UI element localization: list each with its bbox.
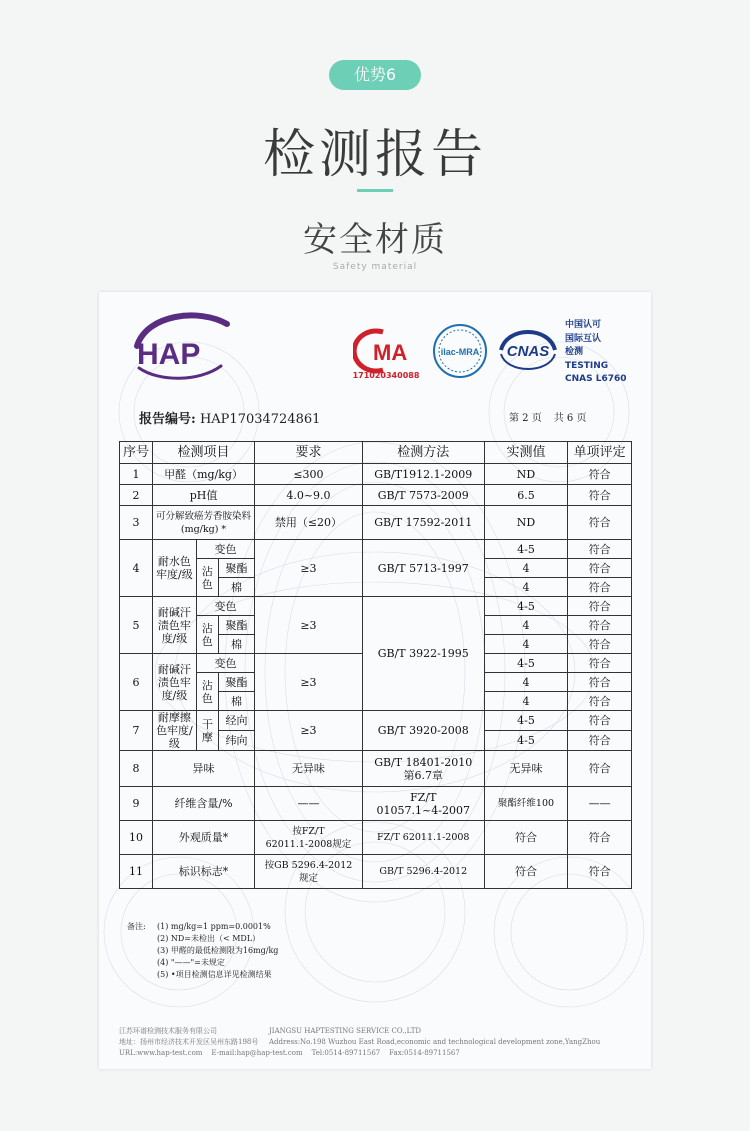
table-cell: 变色 (196, 597, 254, 616)
table-header-row (120, 442, 632, 464)
table-cell: 符合 (568, 540, 632, 559)
table-cell: 聚酯 (218, 559, 254, 578)
table-cell: 序号 (120, 442, 153, 464)
table-cell: 符合 (568, 673, 632, 692)
hap-logo (129, 306, 234, 386)
report-number: 报告编号: HAP17034724861 (139, 412, 321, 427)
table-cell: GB/T 7573-2009 (362, 485, 484, 506)
table-cell: 变色 (196, 654, 254, 673)
table-cell: 4 (484, 692, 568, 711)
cnas-accreditation-text: 中国认可 国际互认 检测 TESTING CNAS L6760 (565, 320, 627, 384)
table-cell: 外观质量* (152, 821, 254, 855)
table-cell: GB/T 18401-2010 第6.7章 (362, 751, 484, 787)
table-cell: 符合 (568, 578, 632, 597)
table-cell: 沾色 (196, 673, 218, 711)
table-row (120, 485, 632, 506)
table-cell: 检测方法 (362, 442, 484, 464)
table-cell: FZ/T 62011.1-2008 (362, 821, 484, 855)
table-cell: pH值 (152, 485, 254, 506)
section-subtitle: 安全材质 (303, 220, 447, 260)
table-cell: 5 (120, 597, 153, 654)
table-cell: 2 (120, 485, 153, 506)
table-row (120, 711, 632, 731)
table-cell: 无异味 (484, 751, 568, 787)
table-cell: GB/T 3922-1995 (362, 597, 484, 711)
table-cell: 纤维含量/% (152, 787, 254, 821)
table-cell: 聚酯 (218, 673, 254, 692)
title-divider (357, 189, 393, 192)
table-cell: 4-5 (484, 711, 568, 731)
table-cell: 棉 (218, 635, 254, 654)
table-cell: 经向 (218, 711, 254, 731)
table-cell: 4.0~9.0 (255, 485, 363, 506)
table-cell: 4-5 (484, 731, 568, 751)
svg-text:CNAS: CNAS (506, 343, 550, 360)
table-cell: GB/T 5713-1997 (362, 540, 484, 597)
table-row (120, 506, 632, 540)
test-report-document (99, 292, 651, 1069)
table-cell: 符合 (568, 635, 632, 654)
table-cell: 沾色 (196, 559, 218, 597)
table-cell: 6 (120, 654, 153, 711)
table-cell: 可分解致癌芳香胺染料 (mg/kg) * (152, 506, 254, 540)
table-cell: 符合 (568, 855, 632, 889)
table-cell: 沾色 (196, 616, 218, 654)
table-cell: 变色 (196, 540, 254, 559)
table-cell: 符合 (568, 559, 632, 578)
cma-logo (353, 326, 415, 376)
table-cell: 符合 (568, 654, 632, 673)
table-cell: 符合 (568, 485, 632, 506)
report-footer: 江苏环谱检测技术服务有限公司 JIANGSU HAPTESTING SERVICE CO.,LTD 地址：扬州市经济技术开发区吴州东路198号 Address:No.198 Wuzhou East Road,economic and technological development zone,YangZhou URL:www.hap-test.com E-mail:hap@hap-test.com Tel:0514-89711567 Fax:0514-89711567 (119, 1027, 601, 1057)
table-cell: 聚酯 (218, 616, 254, 635)
report-notes: 备注: (1) mg/kg=1 ppm=0.0001% (2) ND=未检出（< MDL） (3) 甲醛的最低检测限为16mg/kg (4) "——"=未规定 (5) •项目检测信息详见检测结果 (127, 922, 279, 979)
table-cell: 8 (120, 751, 153, 787)
table-cell: FZ/T 01057.1~4-2007 (362, 787, 484, 821)
table-cell: 符合 (568, 711, 632, 731)
svg-text:ilac-MRA: ilac-MRA (440, 347, 480, 357)
table-cell: 4 (484, 616, 568, 635)
table-cell: 符合 (568, 464, 632, 485)
table-cell: 符合 (568, 692, 632, 711)
table-row (120, 597, 632, 616)
table-cell: —— (255, 787, 363, 821)
table-cell: 1 (120, 464, 153, 485)
table-cell: 4 (484, 673, 568, 692)
svg-text:HAP: HAP (137, 338, 201, 371)
table-cell: 4-5 (484, 597, 568, 616)
table-row (120, 540, 632, 559)
table-cell: 要求 (255, 442, 363, 464)
table-cell: 按FZ/T 62011.1-2008规定 (255, 821, 363, 855)
table-cell: 4 (120, 540, 153, 597)
table-cell: 耐碱汗渍色牢度/级 (152, 597, 196, 654)
table-cell: ≥3 (255, 711, 363, 751)
ilac-mra-logo (431, 322, 489, 380)
page-indicator: 第 2 页 共 6 页 (509, 413, 587, 424)
table-cell: 棉 (218, 692, 254, 711)
table-cell: 符合 (568, 821, 632, 855)
table-cell: ≥3 (255, 540, 363, 597)
table-cell: 4 (484, 559, 568, 578)
table-row (120, 821, 632, 855)
table-row (120, 464, 632, 485)
table-cell: 10 (120, 821, 153, 855)
advantage-badge: 优势6 (329, 60, 421, 90)
table-cell: GB/T 17592-2011 (362, 506, 484, 540)
table-cell: 实测值 (484, 442, 568, 464)
table-cell: 11 (120, 855, 153, 889)
table-cell: 按GB 5296.4-2012 规定 (255, 855, 363, 889)
table-cell: ≤300 (255, 464, 363, 485)
table-row (120, 751, 632, 787)
table-cell: 耐摩擦色牢度/级 (152, 711, 196, 751)
table-cell: 符合 (568, 731, 632, 751)
table-cell: 禁用（≤20） (255, 506, 363, 540)
table-cell: 符合 (568, 616, 632, 635)
test-results-table (119, 441, 632, 889)
svg-text:MA: MA (373, 340, 408, 365)
table-cell: 棉 (218, 578, 254, 597)
table-cell: ND (484, 464, 568, 485)
table-cell: 检测项目 (152, 442, 254, 464)
cma-number: 171020340088 (352, 371, 420, 380)
table-cell: 标识标志* (152, 855, 254, 889)
table-cell: 干摩 (196, 711, 218, 751)
table-cell: 4-5 (484, 654, 568, 673)
table-cell: 4-5 (484, 540, 568, 559)
table-cell: 3 (120, 506, 153, 540)
table-cell: 7 (120, 711, 153, 751)
table-cell: 符合 (568, 597, 632, 616)
table-cell: 单项评定 (568, 442, 632, 464)
table-cell: —— (568, 787, 632, 821)
table-cell: GB/T 5296.4-2012 (362, 855, 484, 889)
table-cell: 9 (120, 787, 153, 821)
cnas-logo (497, 324, 559, 376)
table-cell: 甲醛（mg/kg） (152, 464, 254, 485)
table-cell: ≥3 (255, 597, 363, 654)
table-cell: GB/T1912.1-2009 (362, 464, 484, 485)
table-cell: 无异味 (255, 751, 363, 787)
table-cell: 纬向 (218, 731, 254, 751)
table-cell: ≥3 (255, 654, 363, 711)
section-subtitle-english: Safety material (332, 262, 418, 272)
table-cell: 符合 (568, 506, 632, 540)
table-cell: 耐水色牢度/级 (152, 540, 196, 597)
table-cell: 聚酯纤维100 (484, 787, 568, 821)
table-cell: ND (484, 506, 568, 540)
table-cell: 4 (484, 578, 568, 597)
table-cell: 符合 (484, 855, 568, 889)
table-row (120, 855, 632, 889)
table-cell: 耐碱汗渍色牢度/级 (152, 654, 196, 711)
table-row (120, 787, 632, 821)
table-cell: 符合 (568, 751, 632, 787)
table-cell: GB/T 3920-2008 (362, 711, 484, 751)
table-cell: 6.5 (484, 485, 568, 506)
page-title: 检测报告 (262, 125, 487, 185)
table-cell: 异味 (152, 751, 254, 787)
table-cell: 4 (484, 635, 568, 654)
table-cell: 符合 (484, 821, 568, 855)
